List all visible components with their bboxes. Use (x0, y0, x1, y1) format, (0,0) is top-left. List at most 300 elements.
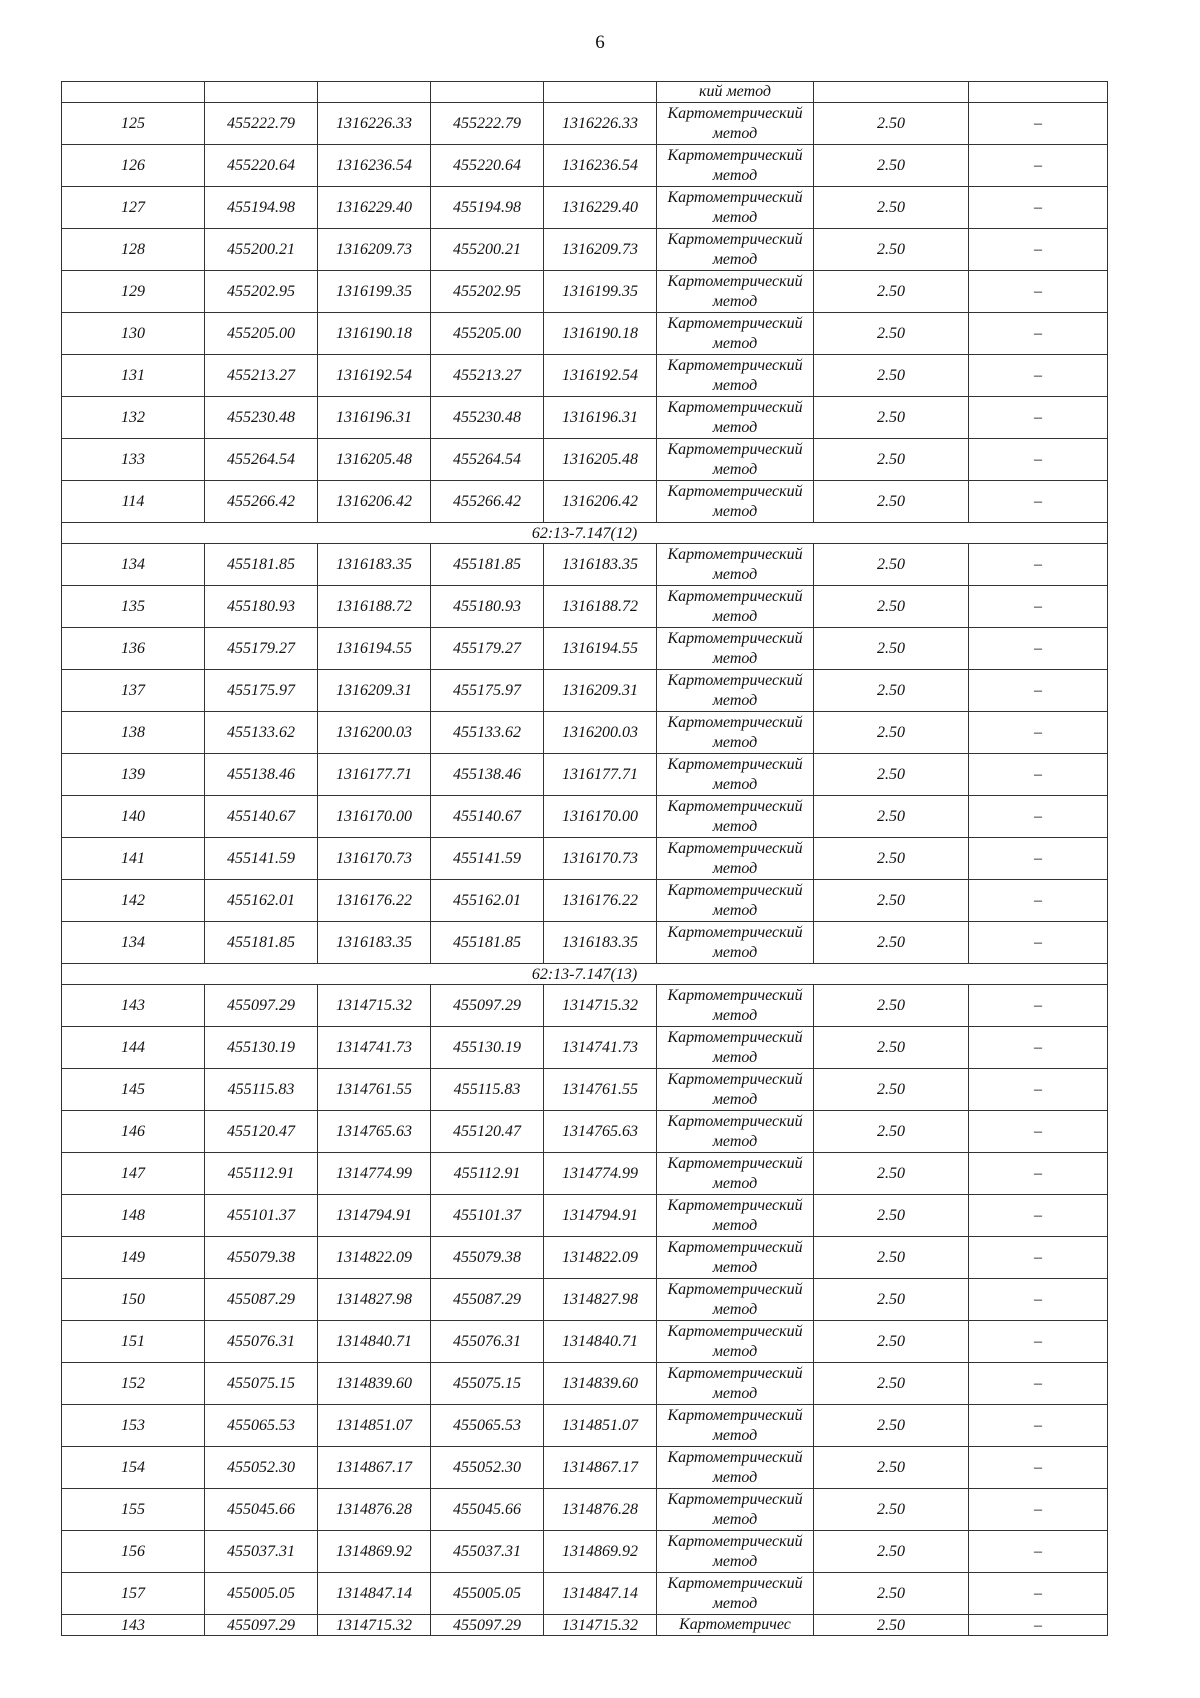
x2-cell: 455101.37 (431, 1195, 544, 1237)
method-cell: Картометрический метод (657, 1531, 814, 1573)
y2-cell: 1314876.28 (544, 1489, 657, 1531)
x2-cell: 455097.29 (431, 1615, 544, 1636)
method-cell: Картометрический метод (657, 712, 814, 754)
x1-cell (205, 82, 318, 103)
x1-cell: 455052.30 (205, 1447, 318, 1489)
table-row (62, 628, 1108, 670)
x1-cell: 455075.15 (205, 1363, 318, 1405)
note-cell: – (969, 481, 1108, 523)
x2-cell: 455045.66 (431, 1489, 544, 1531)
method-cell: Картометричес (657, 1615, 814, 1636)
x1-cell: 455181.85 (205, 922, 318, 964)
table-row (62, 1027, 1108, 1069)
table-row (62, 355, 1108, 397)
y2-cell: 1316200.03 (544, 712, 657, 754)
point-cell: 156 (62, 1531, 205, 1573)
accuracy-cell: 2.50 (814, 187, 969, 229)
y2-cell: 1316170.73 (544, 838, 657, 880)
x1-cell: 455076.31 (205, 1321, 318, 1363)
y1-cell: 1314715.32 (318, 985, 431, 1027)
point-cell: 152 (62, 1363, 205, 1405)
y2-cell: 1314822.09 (544, 1237, 657, 1279)
x2-cell: 455220.64 (431, 145, 544, 187)
method-cell: Картометрический метод (657, 1363, 814, 1405)
x2-cell: 455266.42 (431, 481, 544, 523)
x2-cell: 455138.46 (431, 754, 544, 796)
x1-cell: 455101.37 (205, 1195, 318, 1237)
x2-cell: 455200.21 (431, 229, 544, 271)
note-cell: – (969, 229, 1108, 271)
x2-cell: 455140.67 (431, 796, 544, 838)
y2-cell: 1316209.73 (544, 229, 657, 271)
y1-cell: 1316236.54 (318, 145, 431, 187)
method-cell: Картометрический метод (657, 880, 814, 922)
y1-cell: 1314822.09 (318, 1237, 431, 1279)
note-cell: – (969, 1279, 1108, 1321)
y2-cell: 1314840.71 (544, 1321, 657, 1363)
y2-cell: 1316190.18 (544, 313, 657, 355)
y1-cell: 1316183.35 (318, 922, 431, 964)
x2-cell: 455202.95 (431, 271, 544, 313)
y2-cell: 1314774.99 (544, 1153, 657, 1195)
note-cell: – (969, 1531, 1108, 1573)
accuracy-cell: 2.50 (814, 397, 969, 439)
x2-cell: 455075.15 (431, 1363, 544, 1405)
accuracy-cell: 2.50 (814, 1153, 969, 1195)
x2-cell: 455194.98 (431, 187, 544, 229)
point-cell: 131 (62, 355, 205, 397)
table-row (62, 922, 1108, 964)
x2-cell: 455230.48 (431, 397, 544, 439)
x2-cell: 455180.93 (431, 586, 544, 628)
point-cell: 143 (62, 1615, 205, 1636)
method-cell: Картометрический метод (657, 1153, 814, 1195)
accuracy-cell: 2.50 (814, 1027, 969, 1069)
y1-cell: 1316196.31 (318, 397, 431, 439)
y1-cell: 1314761.55 (318, 1069, 431, 1111)
y2-cell: 1316192.54 (544, 355, 657, 397)
y2-cell: 1316183.35 (544, 544, 657, 586)
note-cell: – (969, 796, 1108, 838)
table-row (62, 586, 1108, 628)
y2-cell: 1314827.98 (544, 1279, 657, 1321)
note-cell: – (969, 712, 1108, 754)
x1-cell: 455079.38 (205, 1237, 318, 1279)
y2-cell: 1316194.55 (544, 628, 657, 670)
table-row (62, 481, 1108, 523)
accuracy-cell: 2.50 (814, 355, 969, 397)
y2-cell: 1316188.72 (544, 586, 657, 628)
x2-cell: 455175.97 (431, 670, 544, 712)
y1-cell: 1316192.54 (318, 355, 431, 397)
point-cell: 147 (62, 1153, 205, 1195)
y1-cell: 1314765.63 (318, 1111, 431, 1153)
x2-cell: 455097.29 (431, 985, 544, 1027)
table-row (62, 544, 1108, 586)
note-cell: – (969, 271, 1108, 313)
x1-cell: 455141.59 (205, 838, 318, 880)
x1-cell: 455133.62 (205, 712, 318, 754)
point-cell: 153 (62, 1405, 205, 1447)
x1-cell: 455213.27 (205, 355, 318, 397)
note-cell: – (969, 1237, 1108, 1279)
table-row (62, 397, 1108, 439)
x2-cell: 455115.83 (431, 1069, 544, 1111)
point-cell: 134 (62, 922, 205, 964)
x1-cell: 455266.42 (205, 481, 318, 523)
accuracy-cell: 2.50 (814, 628, 969, 670)
x1-cell: 455175.97 (205, 670, 318, 712)
x1-cell: 455180.93 (205, 586, 318, 628)
x1-cell: 455087.29 (205, 1279, 318, 1321)
table-row (62, 187, 1108, 229)
x2-cell: 455087.29 (431, 1279, 544, 1321)
note-cell: – (969, 670, 1108, 712)
y1-cell: 1316205.48 (318, 439, 431, 481)
table-row (62, 670, 1108, 712)
y1-cell: 1314715.32 (318, 1615, 431, 1636)
note-cell: – (969, 1153, 1108, 1195)
accuracy-cell: 2.50 (814, 544, 969, 586)
y1-cell: 1314847.14 (318, 1573, 431, 1615)
accuracy-cell: 2.50 (814, 1279, 969, 1321)
point-cell: 133 (62, 439, 205, 481)
method-cell: Картометрический метод (657, 754, 814, 796)
y1-cell: 1316183.35 (318, 544, 431, 586)
x1-cell: 455138.46 (205, 754, 318, 796)
table-row (62, 313, 1108, 355)
x1-cell: 455220.64 (205, 145, 318, 187)
accuracy-cell: 2.50 (814, 1615, 969, 1636)
method-cell: Картометрический метод (657, 355, 814, 397)
method-cell: Картометрический метод (657, 481, 814, 523)
y1-cell (318, 82, 431, 103)
point-cell: 145 (62, 1069, 205, 1111)
x2-cell: 455076.31 (431, 1321, 544, 1363)
note-cell: – (969, 187, 1108, 229)
x1-cell: 455230.48 (205, 397, 318, 439)
y2-cell: 1314741.73 (544, 1027, 657, 1069)
y1-cell: 1316199.35 (318, 271, 431, 313)
note-cell: – (969, 313, 1108, 355)
accuracy-cell: 2.50 (814, 1237, 969, 1279)
table-row (62, 1489, 1108, 1531)
section-header-row (62, 523, 1108, 544)
section-title: 62:13-7.147(13) (62, 964, 1108, 985)
method-cell: Картометрический метод (657, 922, 814, 964)
accuracy-cell: 2.50 (814, 1447, 969, 1489)
x2-cell: 455112.91 (431, 1153, 544, 1195)
point-cell: 142 (62, 880, 205, 922)
x2-cell: 455181.85 (431, 544, 544, 586)
note-cell (969, 82, 1108, 103)
section-title: 62:13-7.147(12) (62, 523, 1108, 544)
y1-cell: 1316209.31 (318, 670, 431, 712)
accuracy-cell: 2.50 (814, 838, 969, 880)
y2-cell: 1316206.42 (544, 481, 657, 523)
point-cell: 136 (62, 628, 205, 670)
x1-cell: 455112.91 (205, 1153, 318, 1195)
method-cell: Картометрический метод (657, 397, 814, 439)
point-cell: 132 (62, 397, 205, 439)
y2-cell: 1316229.40 (544, 187, 657, 229)
table-row (62, 712, 1108, 754)
method-cell: Картометрический метод (657, 586, 814, 628)
note-cell: – (969, 544, 1108, 586)
accuracy-cell: 2.50 (814, 586, 969, 628)
table-row (62, 103, 1108, 145)
method-cell: Картометрический метод (657, 670, 814, 712)
y2-cell: 1314839.60 (544, 1363, 657, 1405)
accuracy-cell: 2.50 (814, 880, 969, 922)
y1-cell: 1316176.22 (318, 880, 431, 922)
y1-cell: 1316209.73 (318, 229, 431, 271)
x1-cell: 455140.67 (205, 796, 318, 838)
y1-cell: 1314839.60 (318, 1363, 431, 1405)
point-cell: 157 (62, 1573, 205, 1615)
y2-cell: 1314847.14 (544, 1573, 657, 1615)
page-number: 6 (595, 32, 605, 53)
method-cell: Картометрический метод (657, 1405, 814, 1447)
note-cell: – (969, 985, 1108, 1027)
point-cell: 143 (62, 985, 205, 1027)
y2-cell: 1314715.32 (544, 985, 657, 1027)
table-row (62, 754, 1108, 796)
table-row (62, 1069, 1108, 1111)
x1-cell: 455037.31 (205, 1531, 318, 1573)
x2-cell: 455120.47 (431, 1111, 544, 1153)
point-cell: 135 (62, 586, 205, 628)
y2-cell (544, 82, 657, 103)
note-cell: – (969, 1027, 1108, 1069)
accuracy-cell: 2.50 (814, 1405, 969, 1447)
note-cell: – (969, 1069, 1108, 1111)
x1-cell: 455264.54 (205, 439, 318, 481)
table-row (62, 1237, 1108, 1279)
accuracy-cell: 2.50 (814, 712, 969, 754)
y1-cell: 1314851.07 (318, 1405, 431, 1447)
table-row (62, 1279, 1108, 1321)
x2-cell: 455179.27 (431, 628, 544, 670)
y2-cell: 1316205.48 (544, 439, 657, 481)
y2-cell: 1314851.07 (544, 1405, 657, 1447)
point-cell: 141 (62, 838, 205, 880)
point-cell: 125 (62, 103, 205, 145)
x1-cell: 455181.85 (205, 544, 318, 586)
accuracy-cell: 2.50 (814, 1111, 969, 1153)
y2-cell: 1314715.32 (544, 1615, 657, 1636)
y1-cell: 1314741.73 (318, 1027, 431, 1069)
note-cell: – (969, 1573, 1108, 1615)
x2-cell: 455141.59 (431, 838, 544, 880)
point-cell: 149 (62, 1237, 205, 1279)
coordinates-table (61, 81, 1108, 1636)
y1-cell: 1316170.73 (318, 838, 431, 880)
accuracy-cell: 2.50 (814, 670, 969, 712)
x1-cell: 455205.00 (205, 313, 318, 355)
table-row-continuation (62, 82, 1108, 103)
y1-cell: 1314876.28 (318, 1489, 431, 1531)
note-cell: – (969, 1195, 1108, 1237)
table-row (62, 796, 1108, 838)
note-cell: – (969, 1615, 1108, 1636)
note-cell: – (969, 1447, 1108, 1489)
y1-cell: 1316229.40 (318, 187, 431, 229)
method-cell: Картометрический метод (657, 271, 814, 313)
note-cell: – (969, 1321, 1108, 1363)
method-cell: Картометрический метод (657, 1111, 814, 1153)
note-cell: – (969, 586, 1108, 628)
y2-cell: 1316196.31 (544, 397, 657, 439)
x2-cell: 455130.19 (431, 1027, 544, 1069)
y2-cell: 1316236.54 (544, 145, 657, 187)
note-cell: – (969, 628, 1108, 670)
table-row (62, 1531, 1108, 1573)
note-cell: – (969, 880, 1108, 922)
y1-cell: 1314827.98 (318, 1279, 431, 1321)
accuracy-cell: 2.50 (814, 145, 969, 187)
accuracy-cell: 2.50 (814, 1573, 969, 1615)
point-cell: 126 (62, 145, 205, 187)
accuracy-cell: 2.50 (814, 103, 969, 145)
table-row (62, 1405, 1108, 1447)
table-row (62, 145, 1108, 187)
point-cell: 155 (62, 1489, 205, 1531)
y2-cell: 1316183.35 (544, 922, 657, 964)
accuracy-cell: 2.50 (814, 481, 969, 523)
x2-cell: 455181.85 (431, 922, 544, 964)
x2-cell: 455162.01 (431, 880, 544, 922)
point-cell: 127 (62, 187, 205, 229)
y2-cell: 1314869.92 (544, 1531, 657, 1573)
accuracy-cell (814, 82, 969, 103)
y2-cell: 1316199.35 (544, 271, 657, 313)
table-row (62, 439, 1108, 481)
x2-cell: 455079.38 (431, 1237, 544, 1279)
point-cell: 114 (62, 481, 205, 523)
note-cell: – (969, 1111, 1108, 1153)
x1-cell: 455097.29 (205, 985, 318, 1027)
point-cell: 150 (62, 1279, 205, 1321)
point-cell: 137 (62, 670, 205, 712)
x2-cell: 455037.31 (431, 1531, 544, 1573)
x2-cell: 455222.79 (431, 103, 544, 145)
table-row (62, 838, 1108, 880)
note-cell: – (969, 397, 1108, 439)
point-cell: 129 (62, 271, 205, 313)
x2-cell: 455205.00 (431, 313, 544, 355)
method-cell: Картометрический метод (657, 985, 814, 1027)
section-header-row (62, 964, 1108, 985)
y1-cell: 1314869.92 (318, 1531, 431, 1573)
y2-cell: 1314761.55 (544, 1069, 657, 1111)
point-cell: 146 (62, 1111, 205, 1153)
method-cell: Картометрический метод (657, 544, 814, 586)
x2-cell: 455133.62 (431, 712, 544, 754)
table-row (62, 1573, 1108, 1615)
point-cell: 148 (62, 1195, 205, 1237)
x2-cell (431, 82, 544, 103)
table-row (62, 985, 1108, 1027)
method-cell: Картометрический метод (657, 628, 814, 670)
x1-cell: 455179.27 (205, 628, 318, 670)
method-cell: Картометрический метод (657, 838, 814, 880)
y1-cell: 1316226.33 (318, 103, 431, 145)
point-cell: 140 (62, 796, 205, 838)
method-cell: Картометрический метод (657, 1027, 814, 1069)
point-cell: 154 (62, 1447, 205, 1489)
y1-cell: 1314794.91 (318, 1195, 431, 1237)
method-cell: Картометрический метод (657, 1069, 814, 1111)
x2-cell: 455213.27 (431, 355, 544, 397)
method-cell: Картометрический метод (657, 1321, 814, 1363)
accuracy-cell: 2.50 (814, 1069, 969, 1111)
accuracy-cell: 2.50 (814, 1195, 969, 1237)
y1-cell: 1316206.42 (318, 481, 431, 523)
note-cell: – (969, 103, 1108, 145)
table-row (62, 1195, 1108, 1237)
y2-cell: 1314867.17 (544, 1447, 657, 1489)
x1-cell: 455120.47 (205, 1111, 318, 1153)
point-cell: 128 (62, 229, 205, 271)
x1-cell: 455045.66 (205, 1489, 318, 1531)
method-cell: Картометрический метод (657, 1279, 814, 1321)
method-cell: кий метод (657, 82, 814, 103)
table-row (62, 1363, 1108, 1405)
method-cell: Картометрический метод (657, 1447, 814, 1489)
method-cell: Картометрический метод (657, 1573, 814, 1615)
table-row (62, 1153, 1108, 1195)
accuracy-cell: 2.50 (814, 1531, 969, 1573)
method-cell: Картометрический метод (657, 229, 814, 271)
note-cell: – (969, 838, 1108, 880)
accuracy-cell: 2.50 (814, 1363, 969, 1405)
accuracy-cell: 2.50 (814, 1489, 969, 1531)
note-cell: – (969, 439, 1108, 481)
y1-cell: 1316177.71 (318, 754, 431, 796)
point-cell: 139 (62, 754, 205, 796)
y1-cell: 1314867.17 (318, 1447, 431, 1489)
x1-cell: 455202.95 (205, 271, 318, 313)
method-cell: Картометрический метод (657, 1195, 814, 1237)
accuracy-cell: 2.50 (814, 229, 969, 271)
x1-cell: 455115.83 (205, 1069, 318, 1111)
y1-cell: 1316200.03 (318, 712, 431, 754)
x1-cell: 455005.05 (205, 1573, 318, 1615)
point-cell: 134 (62, 544, 205, 586)
y2-cell: 1316170.00 (544, 796, 657, 838)
accuracy-cell: 2.50 (814, 796, 969, 838)
accuracy-cell: 2.50 (814, 271, 969, 313)
table-row (62, 1447, 1108, 1489)
accuracy-cell: 2.50 (814, 922, 969, 964)
y2-cell: 1316209.31 (544, 670, 657, 712)
y1-cell: 1316190.18 (318, 313, 431, 355)
x2-cell: 455264.54 (431, 439, 544, 481)
x1-cell: 455194.98 (205, 187, 318, 229)
method-cell: Картометрический метод (657, 1489, 814, 1531)
y1-cell: 1314840.71 (318, 1321, 431, 1363)
table-row (62, 271, 1108, 313)
accuracy-cell: 2.50 (814, 439, 969, 481)
method-cell: Картометрический метод (657, 187, 814, 229)
note-cell: – (969, 1405, 1108, 1447)
x1-cell: 455097.29 (205, 1615, 318, 1636)
x2-cell: 455065.53 (431, 1405, 544, 1447)
method-cell: Картометрический метод (657, 145, 814, 187)
x1-cell: 455162.01 (205, 880, 318, 922)
point-cell: 151 (62, 1321, 205, 1363)
